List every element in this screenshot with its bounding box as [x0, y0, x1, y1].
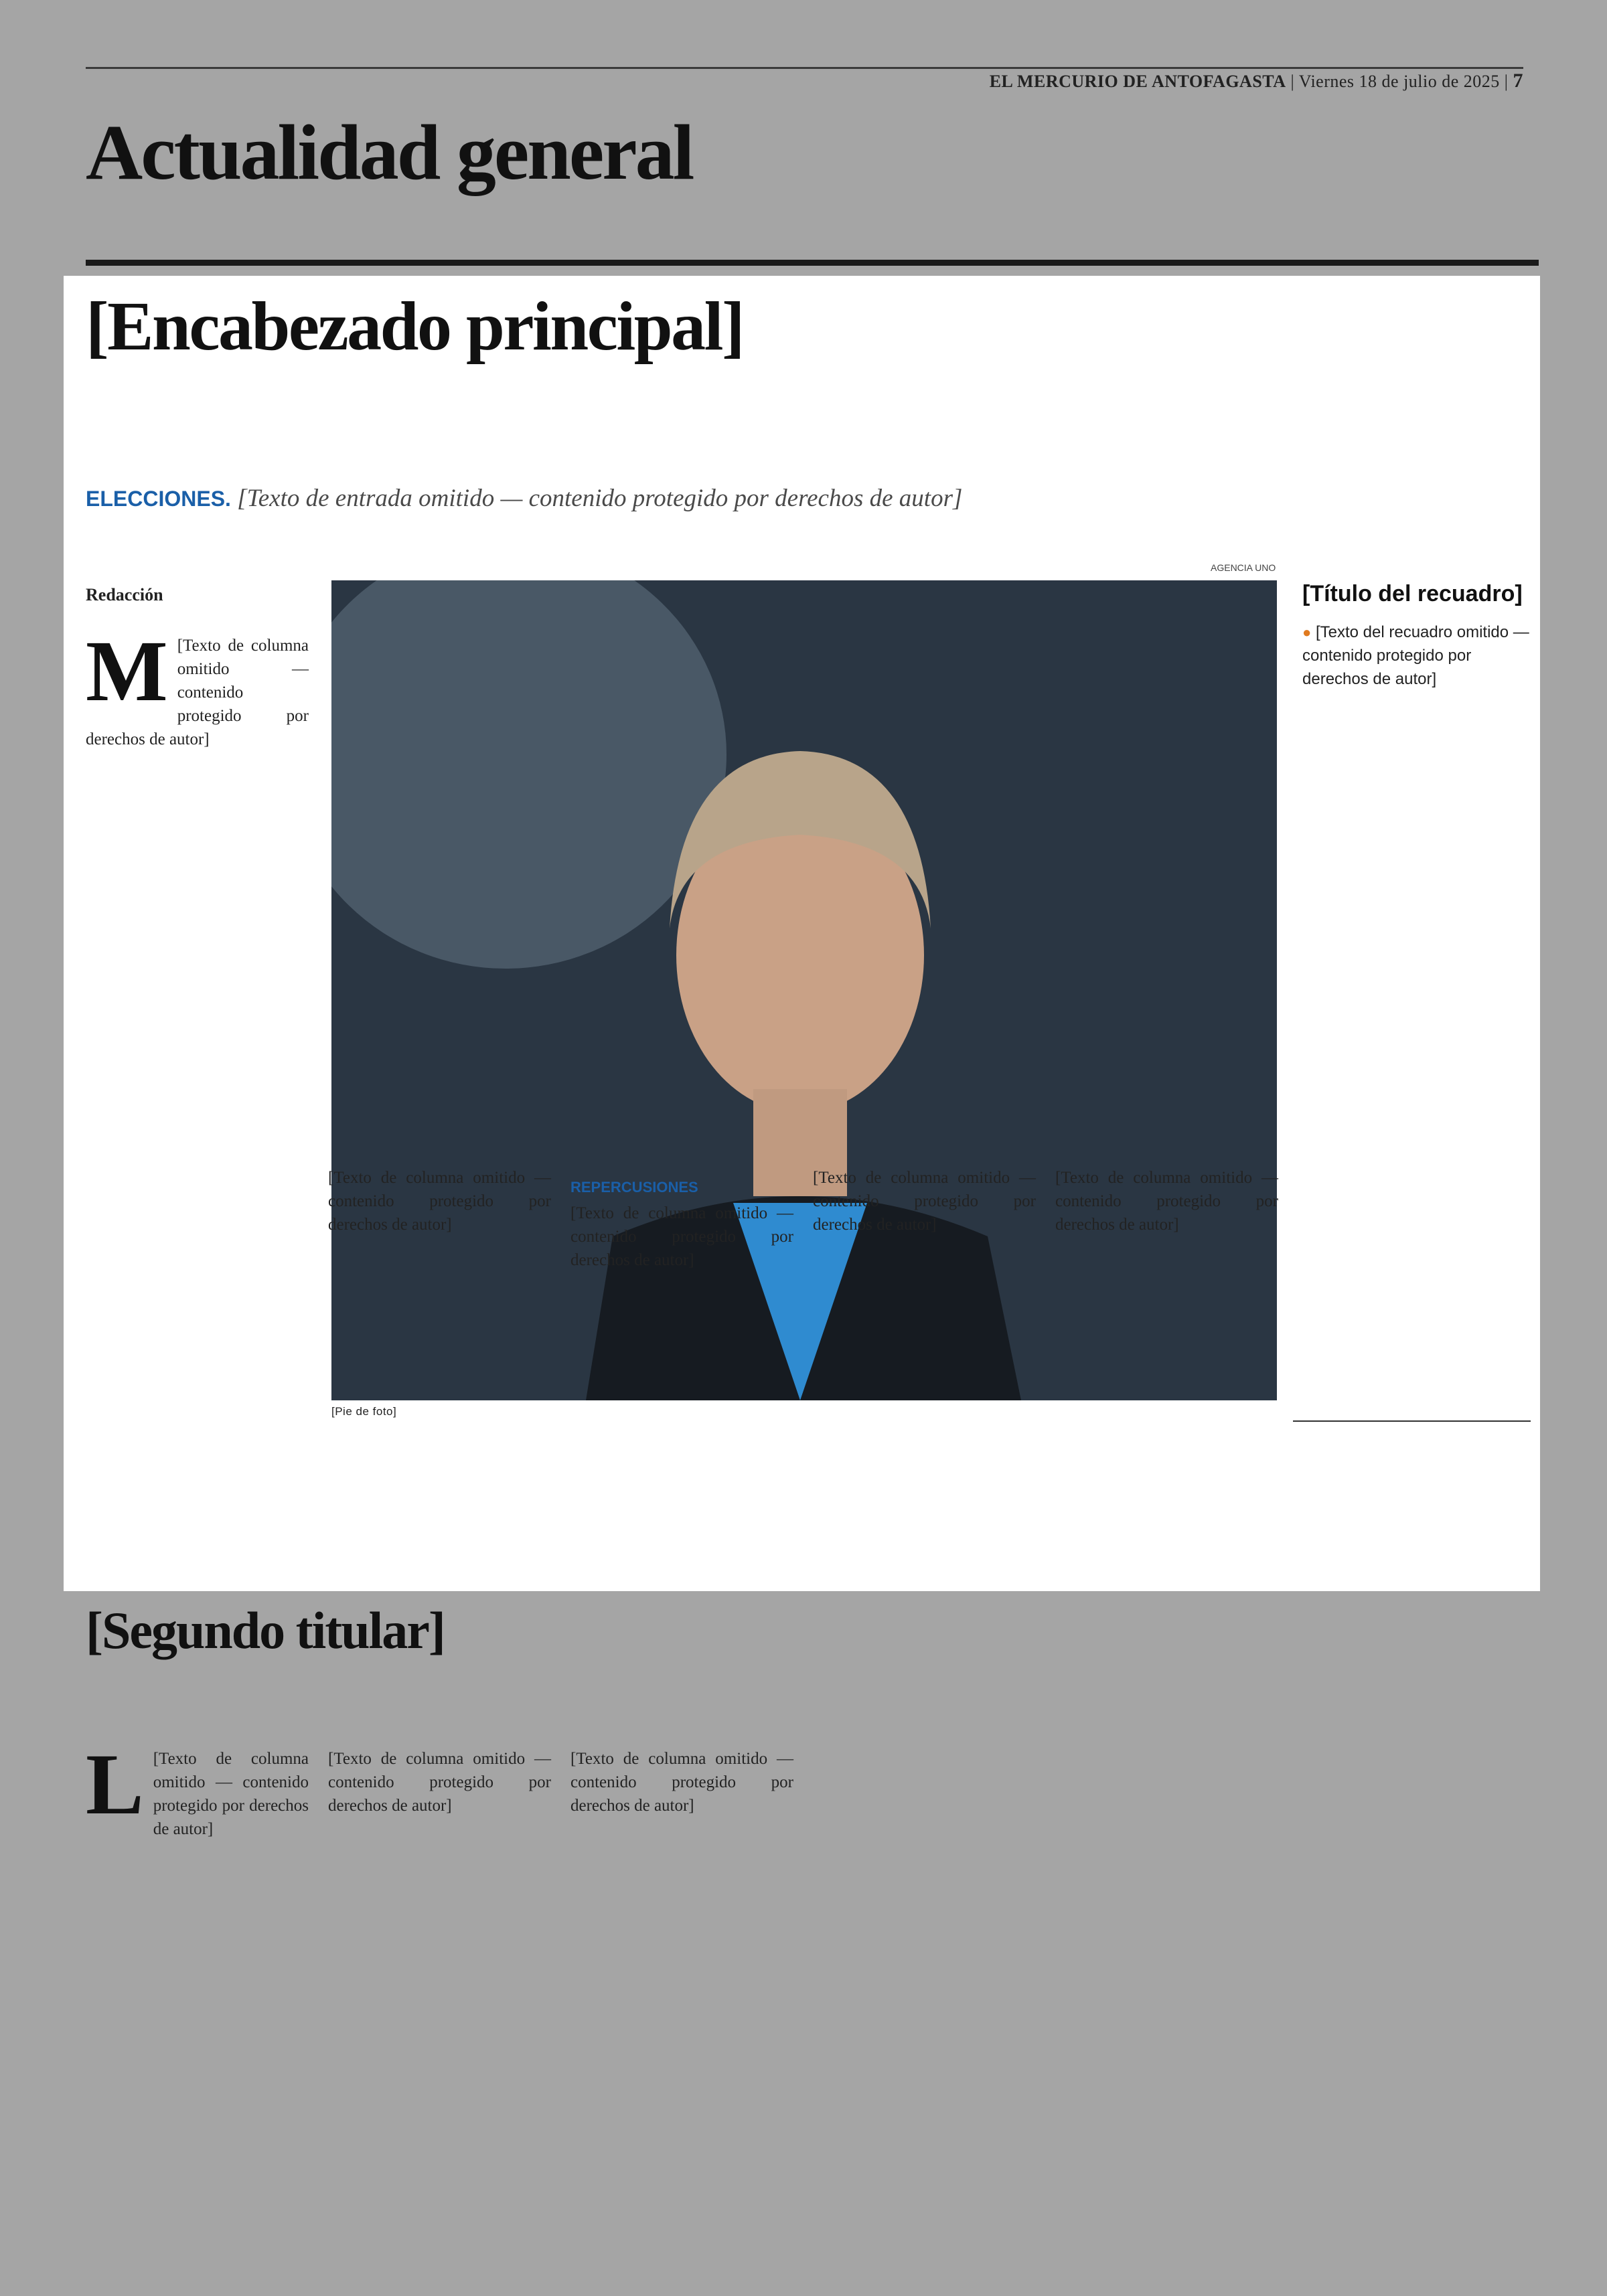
column-paragraph: [Texto de columna omitido — contenido protegido por derechos de autor] [1055, 1169, 1278, 1234]
lead-text: [Texto de entrada omitido — contenido protegido por derechos de autor] [237, 485, 963, 512]
column-paragraph: [Texto de columna omitido — contenido protegido por derechos de autor] [328, 1750, 551, 1815]
column-paragraph: [Texto de columna omitido — contenido protegido por derechos de autor] [86, 637, 309, 748]
article-column [1055, 1166, 1278, 1236]
article-column [813, 1166, 1036, 1236]
second-headline: [Segundo titular] [86, 1601, 445, 1659]
article-column [570, 1166, 793, 1272]
article-column [86, 623, 309, 751]
lead-kicker: ELECCIONES. [86, 487, 231, 511]
second-article [64, 1600, 1540, 1935]
article-column [328, 1747, 551, 1817]
main-article [64, 276, 1540, 1591]
photo-caption: [Pie de foto] [331, 1405, 397, 1418]
sidebar-text: [Texto del recuadro omitido — contenido protegido por derechos de autor] [1302, 623, 1529, 688]
main-headline: [Encabezado principal] [86, 288, 744, 365]
column-paragraph: [Texto de columna omitido — contenido protegido por derechos de autor] [328, 1169, 551, 1234]
photo-illustration [331, 580, 1277, 1400]
masthead-separator: | [1290, 72, 1299, 91]
article-column [570, 1747, 793, 1817]
section-title: Actualidad general [86, 108, 693, 196]
drop-cap: M [86, 623, 168, 720]
bullet-icon: ● [1302, 624, 1312, 641]
article-photo [331, 580, 1277, 1400]
drop-cap: L [86, 1736, 144, 1833]
column-paragraph: [Texto de columna omitido — contenido protegido por derechos de autor] [570, 1204, 793, 1269]
sidebar-title: [Título del recuadro] [1302, 581, 1523, 606]
byline: Redacción [86, 585, 163, 604]
article-column [328, 1166, 551, 1236]
column-paragraph: [Texto de columna omitido — contenido protegido por derechos de autor] [153, 1750, 309, 1838]
page-number: 7 [1513, 70, 1523, 92]
masthead [990, 70, 1523, 92]
top-rule [86, 67, 1523, 69]
masthead-separator: | [1504, 72, 1513, 91]
sidebar-box [1302, 580, 1530, 691]
lead-paragraph [86, 483, 1519, 514]
publication-date: Viernes 18 de julio de 2025 [1298, 72, 1500, 91]
sidebar-rule [1293, 1420, 1531, 1422]
sidebar-body [1302, 621, 1530, 691]
column-paragraph: [Texto de columna omitido — contenido protegido por derechos de autor] [813, 1169, 1036, 1234]
section-rule [86, 260, 1539, 266]
photo-credit: AGENCIA UNO [1211, 562, 1276, 573]
publication-name: EL MERCURIO DE ANTOFAGASTA [989, 72, 1286, 91]
column-paragraph: [Texto de columna omitido — contenido protegido por derechos de autor] [570, 1750, 793, 1815]
article-column [86, 1736, 309, 1841]
subhead: REPERCUSIONES [570, 1179, 698, 1196]
